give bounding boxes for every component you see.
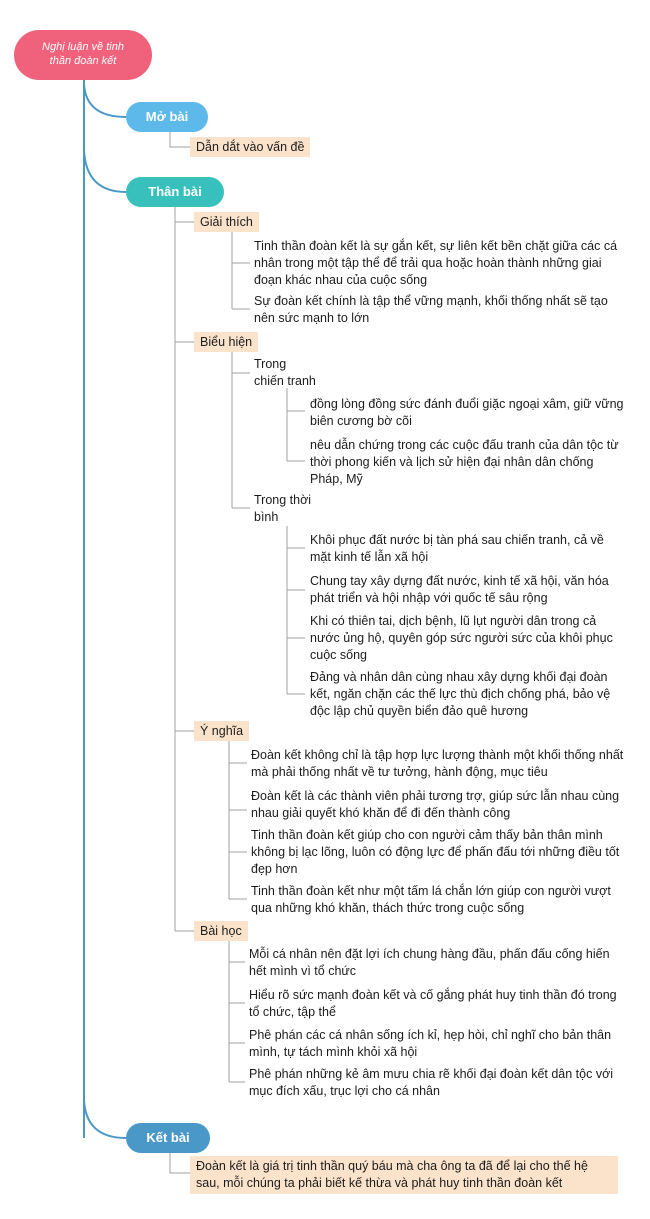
- thoi-binh-item-1[interactable]: Khôi phục đất nước bị tàn phá sau chiến tranh, cả về mặt kinh tế lẫn xã hội: [310, 533, 604, 564]
- y-nghia-item-3[interactable]: Tinh thần đoàn kết giúp cho con người cảm thấy bản thân mình không bị lạc lõng, luôn có động lực để phấn đấu tới những điều tốt đẹp hơn: [251, 828, 620, 876]
- than-bai-node[interactable]: Thân bài: [126, 177, 224, 207]
- thoi-binh-item-2[interactable]: Chung tay xây dựng đất nước, kinh tế xã hội, văn hóa phát triển và hội nhập với quốc tế sâu rộng: [310, 574, 609, 605]
- thoi-binh-item-4[interactable]: Đảng và nhân dân cùng nhau xây dựng khối đại đoàn kết, ngăn chặn các thế lực thù địch chống phá, bảo vệ độc lập chủ quyền biển đảo quê hương: [310, 670, 611, 718]
- y-nghia-item-1[interactable]: Đoàn kết không chỉ là tập hợp lực lượng thành một khối thống nhất mà phải thống nhất về tư tưởng, hành động, mục tiêu: [251, 748, 624, 779]
- ket-bai-item-1[interactable]: Đoàn kết là giá trị tinh thần quý báu mà cha ông ta đã để lại cho thế hệ sau, mỗi chúng ta phải biết kế thừa và phát huy tinh thần đoàn kết: [190, 1156, 618, 1194]
- mo-bai-item-1[interactable]: Dẫn dắt vào vấn đề: [190, 137, 310, 157]
- chien-tranh-label-line-1: Trong: [254, 357, 287, 371]
- thoi-binh-label-line-2: bình: [254, 510, 279, 524]
- giai-thich-item-2[interactable]: Sự đoàn kết chính là tập thể vững mạnh, khối thống nhất sẽ tạo nên sức mạnh to lớn: [254, 294, 608, 325]
- chien-tranh-item-2[interactable]: nêu dẫn chứng trong các cuộc đấu tranh của dân tộc từ thời phong kiến và lịch sử hiện đại nhân dân chống Pháp, Mỹ: [310, 438, 619, 486]
- link-mo-bai: [84, 84, 126, 117]
- bai-hoc-item-2[interactable]: Hiểu rõ sức mạnh đoàn kết và cố gắng phát huy tinh thần đó trong tổ chức, tập thể: [249, 988, 617, 1019]
- y-nghia-node[interactable]: Ý nghĩa: [194, 721, 249, 741]
- bai-hoc-node[interactable]: Bài học: [194, 921, 248, 941]
- bai-hoc-item-4[interactable]: Phê phán những kẻ âm mưu chia rẽ khối đại đoàn kết dân tộc với mục đích xấu, trục lợi cho cá nhân: [249, 1067, 614, 1098]
- chien-tranh-node[interactable]: [254, 356, 344, 390]
- root-topic-line-1: Nghị luận về tinh: [42, 41, 124, 53]
- link-than-bai: [84, 150, 126, 192]
- chien-tranh-item-1[interactable]: đồng lòng đồng sức đánh đuổi giặc ngoại xâm, giữ vững biên cương bờ cõi: [310, 397, 624, 428]
- link-ket-bai: [84, 1100, 126, 1138]
- y-nghia-item-4[interactable]: Tinh thần đoàn kết như một tấm lá chắn lớn giúp con người vượt qua những khó khăn, thách thức trong cuộc sống: [251, 884, 611, 915]
- bai-hoc-item-3[interactable]: Phê phán các cá nhân sống ích kỉ, hẹp hòi, chỉ nghĩ cho bản thân mình, tự tách mình khỏi xã hội: [249, 1028, 612, 1059]
- root-topic[interactable]: [14, 30, 152, 80]
- bai-hoc-item-1[interactable]: Mỗi cá nhân nên đặt lợi ích chung hàng đầu, phấn đấu cống hiến hết mình vì tổ chức: [249, 947, 610, 978]
- ket-bai-node[interactable]: Kết bài: [126, 1123, 210, 1153]
- thoi-binh-node[interactable]: [254, 492, 344, 526]
- root-topic-line-2: thần đoàn kết: [49, 55, 117, 67]
- y-nghia-item-2[interactable]: Đoàn kết là các thành viên phải tương trợ, giúp sức lẫn nhau cùng nhau giải quyết khó khăn để đi đến thành công: [251, 789, 620, 820]
- mo-bai-node[interactable]: Mở bài: [126, 102, 208, 132]
- thoi-binh-item-3[interactable]: Khi có thiên tai, dịch bệnh, lũ lụt người dân trong cả nước ủng hộ, quyên góp sức người sức của khôi phục cuộc sống: [310, 614, 613, 662]
- bieu-hien-node[interactable]: Biểu hiện: [194, 332, 258, 352]
- giai-thich-node[interactable]: Giải thích: [194, 212, 259, 232]
- giai-thich-item-1[interactable]: Tinh thần đoàn kết là sự gắn kết, sự liên kết bền chặt giữa các cá nhân trong một tập thể để trải qua hoặc hoàn thành những giai đoạn khác nhau của cuộc sống: [254, 239, 618, 287]
- thoi-binh-label-line-1: Trong thời: [254, 493, 312, 507]
- chien-tranh-label-line-2: chiến tranh: [254, 374, 316, 388]
